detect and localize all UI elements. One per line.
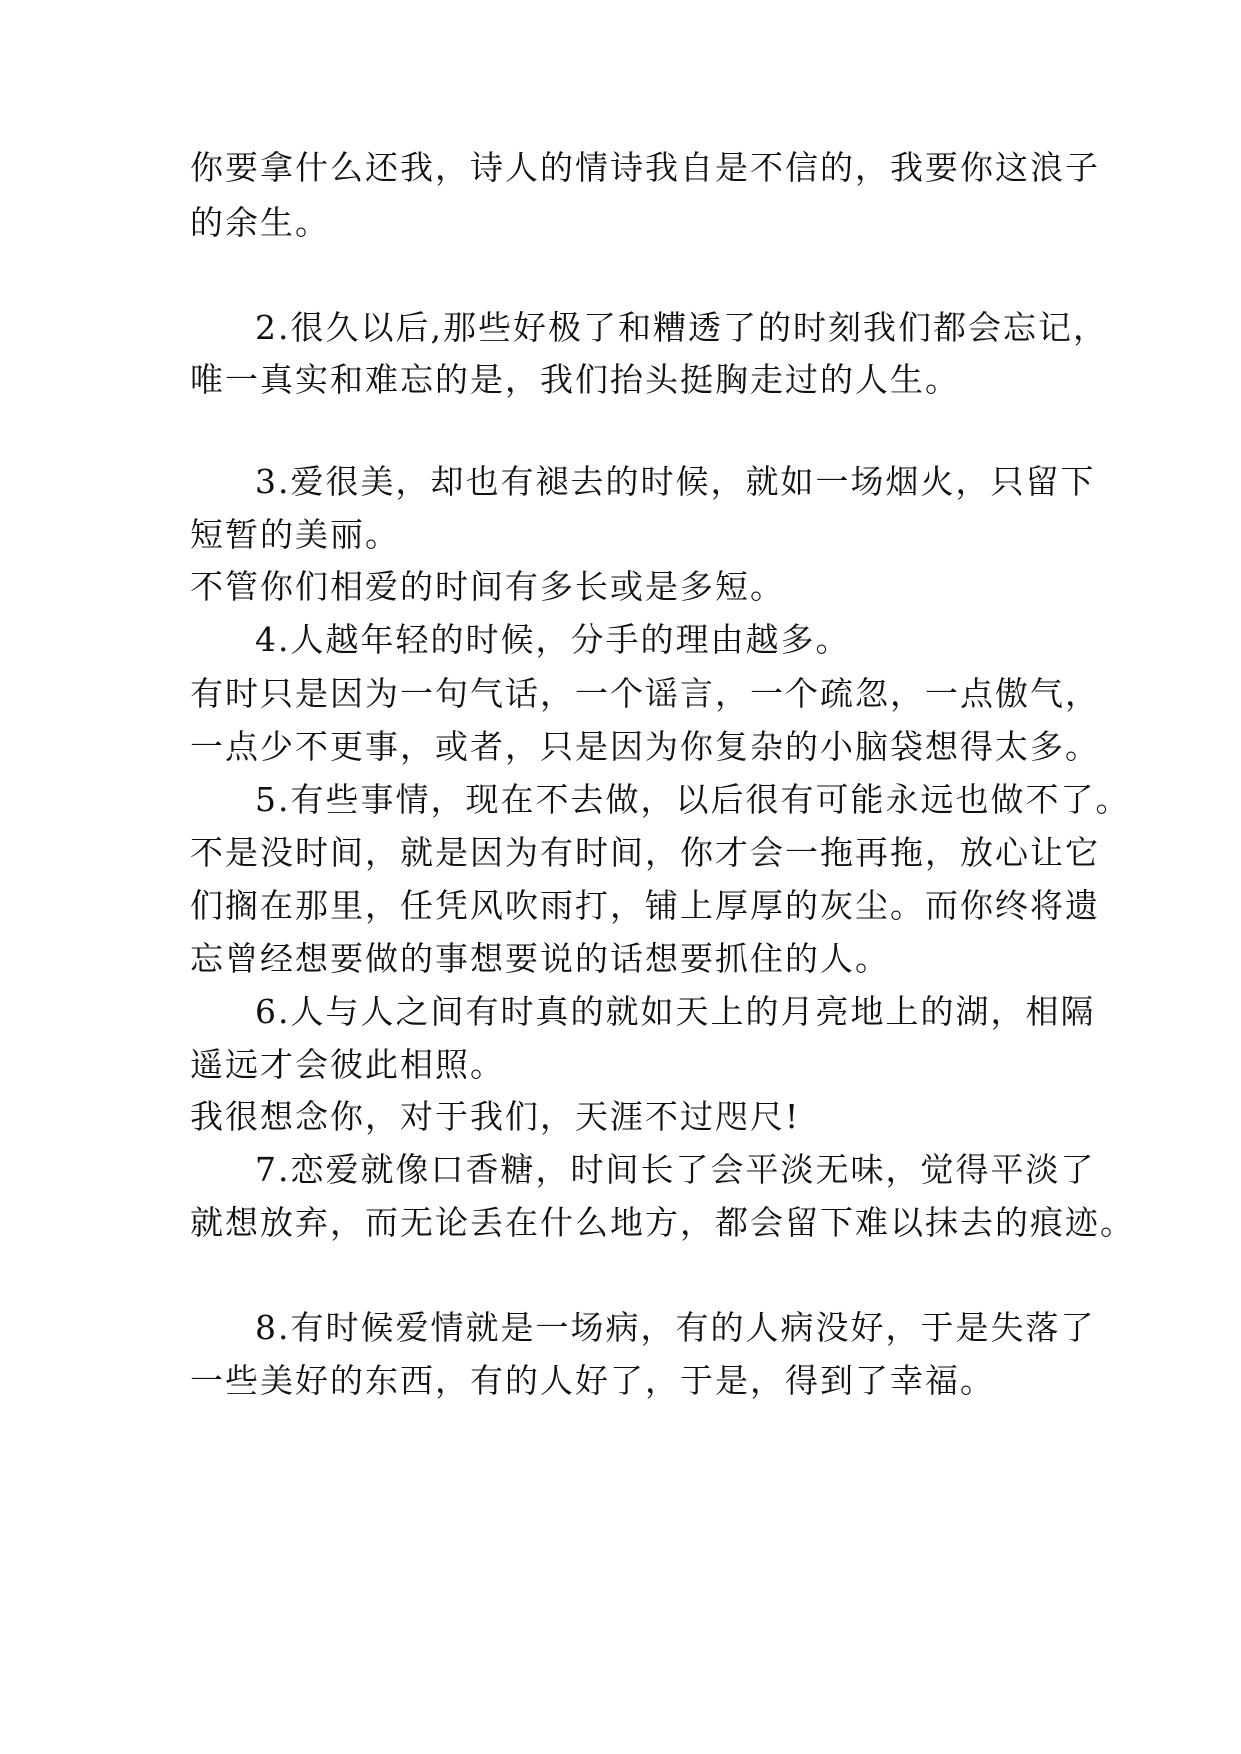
text-line: 一点少不更事，或者，只是因为你复杂的小脑袋想得太多。 (190, 727, 1100, 766)
text-line: 唯一真实和难忘的是，我们抬头挺胸走过的人生。 (190, 360, 960, 399)
text-line: 4.人越年轻的时候，分手的理由越多。 (255, 620, 851, 659)
text-line: 的余生。 (190, 203, 330, 242)
text-line: 3.爱很美，却也有褪去的时候，就如一场烟火，只留下 (255, 462, 1096, 501)
text-line: 不管你们相爱的时间有多长或是多短。 (190, 567, 785, 606)
text-line: 7.恋爱就像口香糖，时间长了会平淡无味，觉得平淡了 (255, 1150, 1096, 1189)
text-line: 我很想念你，对于我们，天涯不过咫尺! (190, 1097, 801, 1136)
text-line: 就想放弃，而无论丢在什么地方，都会留下难以抹去的痕迹。 (190, 1203, 1135, 1242)
text-line: 6.人与人之间有时真的就如天上的月亮地上的湖，相隔 (255, 992, 1096, 1031)
text-line: 短暂的美丽。 (190, 515, 400, 554)
text-line: 有时只是因为一句气话，一个谣言，一个疏忽，一点傲气， (190, 674, 1100, 713)
text-line: 2.很久以后,那些好极了和糟透了的时刻我们都会忘记， (255, 308, 1108, 347)
text-line: 8.有时候爱情就是一场病，有的人病没好，于是失落了 (255, 1308, 1096, 1347)
text-line: 们搁在那里，任凭风吹雨打，铺上厚厚的灰尘。而你终将遗 (190, 886, 1100, 925)
text-line: 不是没时间，就是因为有时间，你才会一拖再拖，放心让它 (190, 833, 1100, 872)
text-line: 5.有些事情，现在不去做，以后很有可能永远也做不了。 (255, 780, 1131, 819)
text-line: 你要拿什么还我，诗人的情诗我自是不信的，我要你这浪子 (190, 148, 1100, 187)
text-line: 遥远才会彼此相照。 (190, 1045, 505, 1084)
text-line: 一些美好的东西，有的人好了，于是，得到了幸福。 (190, 1361, 995, 1400)
text-line: 忘曾经想要做的事想要说的话想要抓住的人。 (190, 939, 890, 978)
